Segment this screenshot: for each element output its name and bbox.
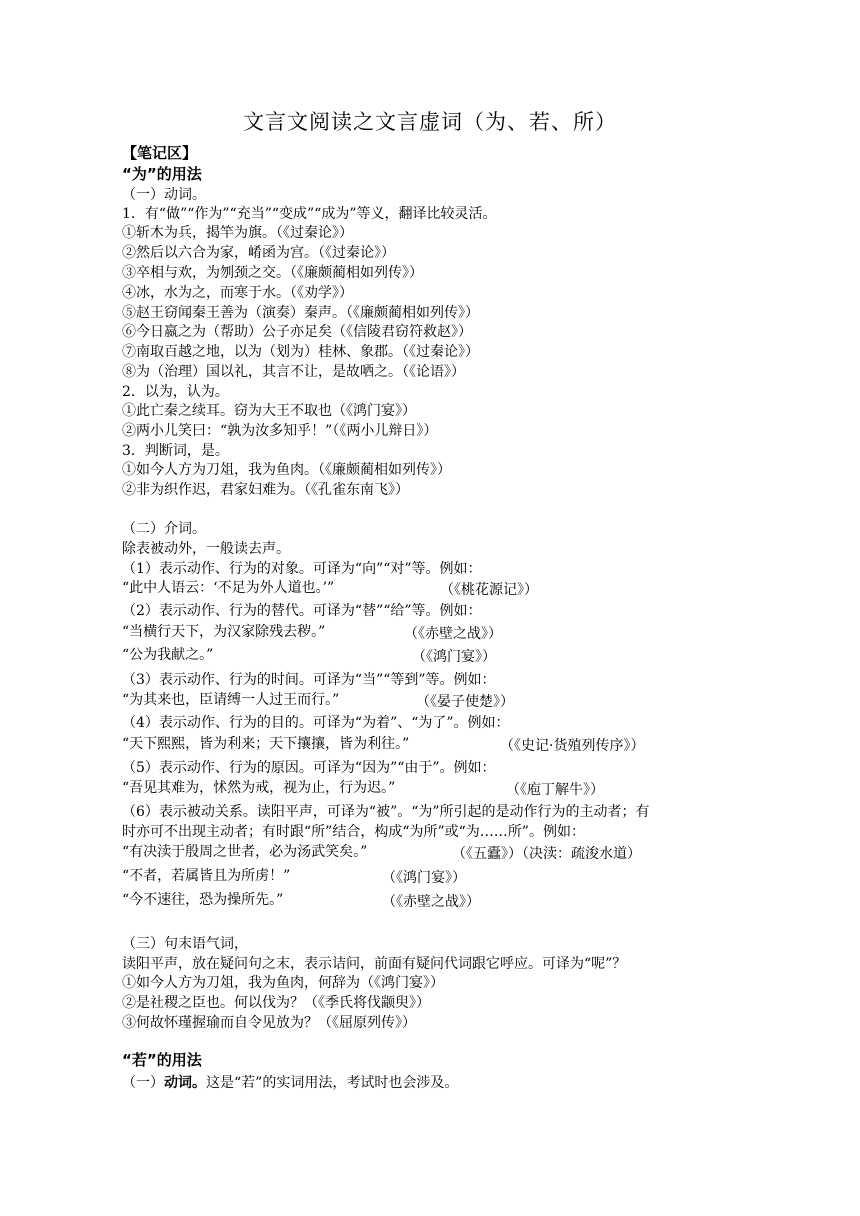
example-line: ①如今人方为刀俎，我为鱼肉。（《廉颇蔺相如列传》）	[122, 462, 451, 478]
example-line: “公为我献之。”	[122, 647, 214, 663]
example-line: ②非为织作迟，君家妇难为。（《孔雀东南飞》）	[122, 482, 409, 498]
usage-item: （3）表示动作、行为的时间。可译为“当”“等到”等。例如：	[122, 672, 496, 688]
source-citation: （《史记·货殖列传序》）	[500, 738, 645, 754]
example-line: ②然后以六合为家，崤函为宫。（《过秦论》）	[122, 245, 395, 261]
example-line: ⑥今日嬴之为（帮助）公子亦足矣（《信陵君窃符救赵》）	[122, 324, 472, 340]
example-line: “吾见其难为，怵然为戒，视为止，行为迟。”	[122, 780, 396, 796]
usage-item: （4）表示动作、行为的目的。可译为“为着”、“为了”。例如：	[122, 715, 510, 731]
example-line: “此中人语云：‘不足为外人道也。’”	[122, 580, 335, 596]
source-citation: （《赤壁之战》）	[404, 626, 502, 642]
page-title: 文言文阅读之文言虚词（为、若、所）	[243, 110, 617, 134]
paragraph: 读阳平声，放在疑问句之末，表示诘问，前面有疑问代词跟它呼应。可译为“呢”？	[122, 956, 627, 972]
usage-item-continued: 时亦可不出现主动者；有时跟“所”结合，构成“为所”或“为……所”。例如：	[122, 824, 585, 840]
example-line: ①此亡秦之续耳。窃为大王不取也（《鸿门宴》）	[122, 403, 416, 419]
subsection-label: （三）句末语气词，	[122, 936, 248, 952]
source-citation: （《庖丁解牛》）	[506, 782, 604, 798]
example-line: “天下熙熙，皆为利来；天下攘攘，皆为利往。”	[122, 736, 410, 752]
meaning-item: 1．有“做”“作为”“充当”“变成”“成为”等义，翻译比较灵活。	[122, 206, 497, 222]
example-line: “当横行天下，为汉家除残去秽。”	[122, 624, 326, 640]
example-line: ④冰，水为之，而寒于水。（《劝学》）	[122, 285, 353, 301]
usage-item: （1）表示动作、行为的对象。可译为“向”“对”等。例如：	[122, 561, 482, 577]
meaning-item: 2．以为，认为。	[122, 384, 229, 400]
source-citation: （《鸿门宴》）	[382, 870, 466, 886]
source-citation: （《桃花源记》）	[440, 582, 538, 598]
example-line: ②两小儿笑曰：“孰为汝多知乎！”（《两小儿辩日》）	[122, 423, 438, 439]
source-citation: （《鸿门宴》）	[412, 649, 496, 665]
example-line: “今不速往，恐为操所先。”	[122, 892, 284, 908]
example-line: ③何故怀瑾握瑜而自令见放为？（《屈原列传》）	[122, 1015, 416, 1031]
source-citation: （《五蠹》）（决渎：疏浚水道）	[452, 846, 641, 862]
example-line: “不者，若属皆且为所虏！”	[122, 868, 291, 884]
usage-item: （5）表示动作、行为的原因。可译为“因为”“由于”。例如：	[122, 760, 496, 776]
meaning-item: 3．判断词，是。	[122, 443, 229, 459]
section-heading-ruo: “若”的用法	[122, 1051, 202, 1069]
usage-item: （2）表示动作、行为的替代。可译为“替”“给”等。例如：	[122, 603, 482, 619]
example-line: ⑧为（治理）国以礼，其言不让，是故哂之。（《论语》）	[122, 364, 465, 380]
example-line: ②是社稷之臣也。何以伐为？（《季氏将伐颛臾》）	[122, 995, 430, 1011]
subsection-label: （一）动词。	[122, 187, 206, 203]
source-citation: （《晏子使楚》）	[416, 694, 514, 710]
example-line: ①斩木为兵，揭竿为旗。（《过秦论》）	[122, 225, 353, 241]
subsection-keyword: 动词。	[164, 1075, 206, 1091]
example-line: “有决渎于殷周之世者，必为汤武笑矣。”	[122, 844, 368, 860]
subsection-text: 这是“若”的实词用法，考试时也会涉及。	[206, 1075, 459, 1091]
section-heading-wei: “为”的用法	[122, 165, 202, 183]
subsection-label: （二）介词。	[122, 521, 206, 537]
example-line: ⑦南取百越之地，以为（划为）桂林、象郡。（《过秦论》）	[122, 344, 479, 360]
source-citation: （《赤壁之战》）	[382, 894, 480, 910]
usage-item: （6）表示被动关系。读阳平声，可译为“被”。“为”所引起的是动作行为的主动者；有	[122, 804, 650, 820]
subsection-line	[122, 1074, 458, 1092]
example-line: “为其来也，臣请缚一人过王而行。”	[122, 692, 340, 708]
example-line: ③卒相与欢，为刎颈之交。（《廉颇蔺相如列传》）	[122, 265, 423, 281]
note-area-label: 【笔记区】	[122, 144, 198, 162]
example-line: ①如今人方为刀俎，我为鱼肉，何辞为（《鸿门宴》）	[122, 975, 444, 991]
paragraph: 除表被动外，一般读去声。	[122, 541, 290, 557]
example-line: ⑤赵王窃闻秦王善为（演奏）秦声。（《廉颇蔺相如列传》）	[122, 305, 479, 321]
subsection-label: （一）	[122, 1075, 164, 1091]
